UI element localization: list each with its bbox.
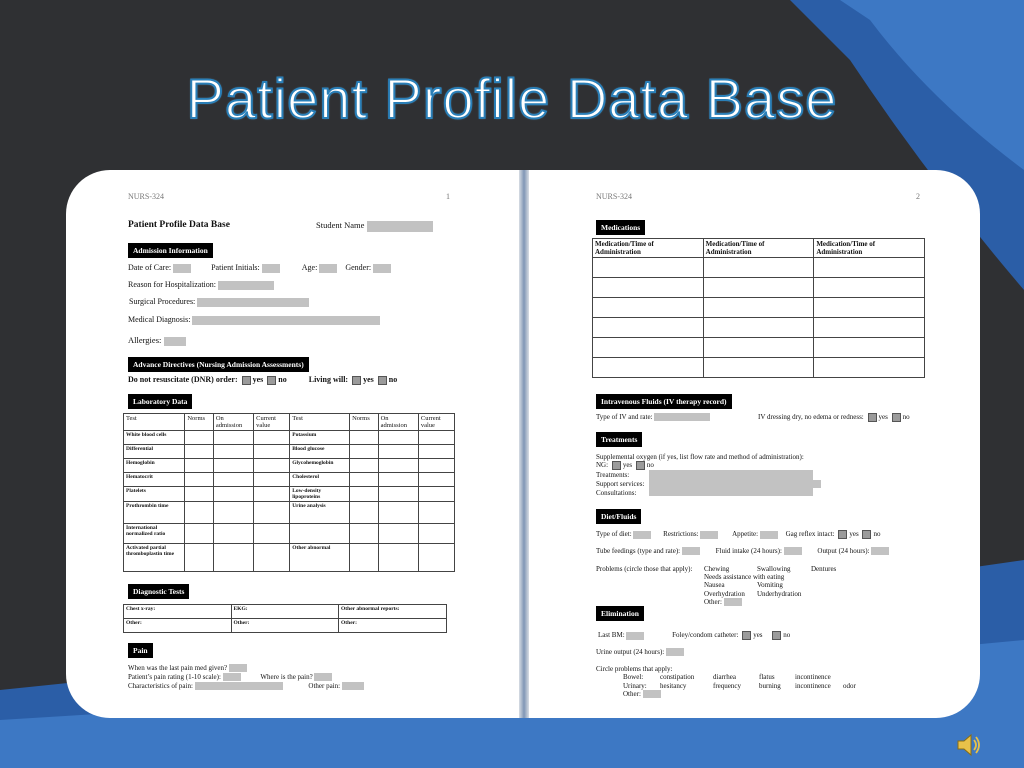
lab-cell[interactable] [254, 502, 290, 524]
advance-directives-heading: Advance Directives (Nursing Admission Assessments) [128, 357, 309, 372]
admission-row-1 [128, 263, 391, 273]
lab-cell[interactable] [213, 445, 253, 459]
elimination-row-1 [598, 631, 790, 640]
elimination-other-row [623, 690, 661, 698]
ng-no-checkbox[interactable] [636, 461, 645, 470]
lab-cell[interactable] [254, 473, 290, 487]
gender-input[interactable] [373, 264, 391, 273]
lab-header-row [124, 414, 455, 431]
meds-cell[interactable] [593, 338, 704, 358]
table-row [593, 358, 925, 378]
gag-reflex-label: Gag reflex intact: [785, 530, 835, 539]
lab-cell[interactable] [418, 524, 454, 544]
diagnosis-row [128, 315, 380, 325]
lab-cell[interactable] [350, 524, 379, 544]
oxygen-label: Supplemental oxygen (if yes, list flow rate and method of administration): [596, 453, 804, 461]
admission-heading: Admission Information [128, 243, 213, 258]
table-row [124, 502, 455, 524]
lab-cell[interactable] [378, 544, 418, 572]
surgical-row [129, 297, 309, 307]
lab-col-header: Test [124, 414, 185, 431]
foley-no-label: no [783, 631, 791, 640]
student-name-label: Student Name [316, 220, 365, 230]
table-row [124, 487, 455, 502]
meds-cell[interactable] [814, 258, 925, 278]
meds-header-row [593, 239, 925, 258]
lab-test-name: Other abnormal [290, 544, 350, 572]
urine-output-row [596, 648, 684, 656]
ng-row [596, 461, 654, 470]
lab-cell[interactable] [213, 473, 253, 487]
appetite-input[interactable] [760, 531, 778, 539]
lab-cell[interactable] [418, 544, 454, 572]
pain-where-label: Where is the pain? [260, 673, 313, 681]
lab-col-header: Current value [254, 414, 290, 431]
iv-fluids-heading: Intravenous Fluids (IV therapy record) [596, 394, 732, 409]
lab-test-name [290, 524, 350, 544]
dentures-option[interactable]: Dentures [811, 565, 837, 573]
lab-cell[interactable] [254, 524, 290, 544]
constipation-option[interactable]: constipation [660, 673, 695, 681]
lab-cell[interactable] [378, 473, 418, 487]
last-bm-label: Last BM: [598, 631, 625, 640]
other-pain-label: Other pain: [308, 682, 341, 690]
restrictions-label: Restrictions: [663, 530, 699, 539]
table-row [593, 278, 925, 298]
iv-yes-label: yes [878, 413, 888, 422]
date-of-care-label: Date of Care: [128, 263, 172, 272]
lab-test-name: Urine analysis [290, 502, 350, 524]
urine-output-label: Urine output (24 hours): [596, 648, 665, 656]
elimination-heading: Elimination [596, 606, 644, 621]
other-pain-input[interactable] [342, 682, 364, 690]
age-label: Age: [301, 263, 318, 272]
pain-characteristics-input[interactable] [195, 682, 283, 690]
lab-cell[interactable] [185, 445, 214, 459]
lab-cell[interactable] [254, 487, 290, 502]
diarrhea-option[interactable]: diarrhea [713, 673, 736, 681]
lab-cell[interactable] [185, 487, 214, 502]
meds-cell[interactable] [703, 318, 814, 338]
lab-test-name: Blood glucose [290, 445, 350, 459]
gender-label: Gender: [345, 263, 372, 272]
lab-cell[interactable] [378, 459, 418, 473]
living-will-yes-label: yes [363, 375, 374, 384]
urinary-label: Urinary: [623, 682, 647, 690]
living-will-label: Living will: [308, 375, 349, 384]
fluid-intake-input[interactable] [784, 547, 802, 555]
lab-cell[interactable] [185, 431, 214, 445]
page-number: 1 [446, 192, 450, 201]
patient-initials-label: Patient Initials: [211, 263, 260, 272]
treatments-input-block[interactable] [649, 470, 813, 496]
table-row [593, 298, 925, 318]
lab-cell[interactable] [213, 431, 253, 445]
reason-label: Reason for Hospitalization: [128, 280, 216, 289]
diet-problems-label: Problems (circle those that apply): [596, 565, 693, 573]
consultations-label: Consultations: [596, 489, 637, 497]
lab-test-name: Platelets [124, 487, 185, 502]
elimination-other-input[interactable] [643, 690, 661, 698]
dnr-no-checkbox[interactable] [267, 376, 276, 385]
chewing-option[interactable]: Chewing [704, 565, 730, 573]
meds-cell[interactable] [814, 278, 925, 298]
meds-col-header: Medication/Time of Administration [593, 239, 704, 258]
flatus-option[interactable]: flatus [759, 673, 775, 681]
lab-cell[interactable] [350, 431, 379, 445]
lab-col-header: Norms [185, 414, 214, 431]
meds-cell[interactable] [814, 358, 925, 378]
diet-other-input[interactable] [724, 598, 742, 606]
restrictions-input[interactable] [700, 531, 718, 539]
dnr-no-label: no [278, 375, 287, 384]
lab-col-header: Norms [350, 414, 379, 431]
diagnostic-table [123, 604, 447, 633]
meds-cell[interactable] [814, 338, 925, 358]
vomiting-option[interactable]: Vomiting [757, 581, 783, 589]
form-title: Patient Profile Data Base [128, 220, 230, 230]
lab-cell[interactable] [418, 431, 454, 445]
lab-col-header: On admission [213, 414, 253, 431]
lab-test-name: International normalized ratio [124, 524, 185, 544]
iv-type-input[interactable] [654, 413, 710, 421]
gag-yes-label: yes [849, 530, 859, 539]
lab-cell[interactable] [418, 459, 454, 473]
lab-cell[interactable] [378, 431, 418, 445]
lab-cell[interactable] [254, 431, 290, 445]
lab-cell[interactable] [418, 502, 454, 524]
living-will-no-label: no [388, 375, 398, 384]
meds-col-header: Medication/Time of Administration [814, 239, 925, 258]
iv-type-label: Type of IV and rate: [596, 413, 653, 421]
lab-cell[interactable] [350, 473, 379, 487]
lab-col-header: Test [290, 414, 350, 431]
lab-cell[interactable] [378, 502, 418, 524]
nausea-option[interactable]: Nausea [704, 581, 725, 589]
lab-cell[interactable] [213, 502, 253, 524]
speaker-icon[interactable] [954, 730, 984, 760]
iv-dressing-no-checkbox[interactable] [892, 413, 901, 422]
tube-feedings-input[interactable] [682, 547, 700, 555]
allergies-row [128, 335, 186, 346]
lab-cell[interactable] [350, 502, 379, 524]
table-row [124, 605, 447, 619]
ng-label: NG: [596, 461, 609, 470]
elimination-other-label: Other: [623, 690, 641, 698]
reason-input[interactable] [218, 281, 274, 290]
iv-dressing-yes-checkbox[interactable] [868, 413, 877, 422]
student-name-field[interactable] [316, 220, 433, 232]
form-page-1 [66, 170, 519, 718]
diagnostic-cell[interactable]: EKG: [231, 605, 339, 619]
lab-cell[interactable] [254, 459, 290, 473]
lab-test-name: Cholesterol [290, 473, 350, 487]
form-page-2 [529, 170, 980, 718]
support-row [596, 480, 644, 488]
dnr-label: Do not resuscitate (DNR) order: [128, 375, 238, 384]
pain-rating-row [128, 673, 332, 681]
age-input[interactable] [319, 264, 337, 273]
underhydration-option[interactable]: Underhydration [757, 590, 802, 598]
overhydration-option[interactable]: Overhydration [704, 590, 745, 598]
meds-cell[interactable] [593, 298, 704, 318]
lab-cell[interactable] [254, 544, 290, 572]
lab-test-name: Prothrombin time [124, 502, 185, 524]
foley-yes-checkbox[interactable] [742, 631, 751, 640]
dnr-yes-label: yes [252, 375, 264, 384]
frequency-option[interactable]: frequency [713, 682, 741, 690]
lab-test-name: Low-density lipoproteins [290, 487, 350, 502]
foley-label: Foley/condom catheter: [672, 631, 739, 640]
lab-cell[interactable] [185, 459, 214, 473]
table-row [124, 524, 455, 544]
meds-cell[interactable] [703, 338, 814, 358]
last-med-input[interactable] [229, 664, 247, 672]
meds-cell[interactable] [593, 358, 704, 378]
medications-table [592, 238, 925, 378]
surgical-label: Surgical Procedures: [129, 297, 196, 306]
course-header: NURS-324 [596, 192, 633, 201]
urinary-incontinence-option[interactable]: incontinence [795, 682, 831, 690]
table-row [124, 445, 455, 459]
allergies-label: Allergies: [128, 335, 162, 345]
ng-yes-checkbox[interactable] [612, 461, 621, 470]
last-med-label: When was the last pain med given? [128, 664, 228, 672]
lab-cell[interactable] [213, 487, 253, 502]
diet-type-input[interactable] [633, 531, 651, 539]
bowel-label: Bowel: [623, 673, 644, 681]
lab-cell[interactable] [185, 502, 214, 524]
pain-heading: Pain [128, 643, 153, 658]
lab-test-name: Activated partial thromboplastin time [124, 544, 185, 572]
lab-test-name: Potassium [290, 431, 350, 445]
lab-data-heading: Laboratory Data [128, 394, 192, 409]
meds-cell[interactable] [703, 298, 814, 318]
treatments-row [596, 471, 629, 479]
course-header: NURS-324 [128, 192, 165, 201]
output-input[interactable] [871, 547, 889, 555]
lab-test-name: Differential [124, 445, 185, 459]
lab-cell[interactable] [213, 524, 253, 544]
table-row [124, 431, 455, 445]
meds-cell[interactable] [703, 358, 814, 378]
page-number: 2 [916, 192, 920, 201]
lab-cell[interactable] [418, 473, 454, 487]
appetite-label: Appetite: [732, 530, 759, 539]
support-input-extension[interactable] [813, 480, 821, 488]
lab-test-name: Hemoglobin [124, 459, 185, 473]
date-of-care-input[interactable] [173, 264, 191, 273]
pain-rating-input[interactable] [223, 673, 241, 681]
table-row [124, 459, 455, 473]
gag-no-label: no [873, 530, 881, 539]
slide-title: Patient Profile Data Base [186, 67, 838, 130]
pain-characteristics-row [128, 682, 364, 690]
pain-where-input[interactable] [314, 673, 332, 681]
pain-last-med-row [128, 664, 247, 672]
lab-test-name: Glycohemoglobin [290, 459, 350, 473]
diet-row-2 [596, 547, 889, 555]
consultations-row [596, 489, 636, 497]
circle-problems-label: Circle problems that apply: [596, 665, 673, 673]
diagnosis-input[interactable] [192, 316, 380, 325]
lab-cell[interactable] [378, 487, 418, 502]
needs-assistance-option[interactable]: Needs assistance with eating [704, 573, 785, 581]
lab-cell[interactable] [418, 445, 454, 459]
pain-rating-label: Patient’s pain rating (1-10 scale): [128, 673, 221, 681]
lab-cell[interactable] [185, 524, 214, 544]
reason-row [128, 280, 274, 290]
gag-no-checkbox[interactable] [862, 530, 871, 539]
living-will-no-checkbox[interactable] [378, 376, 387, 385]
diet-other-row [704, 598, 742, 606]
lab-cell[interactable] [213, 459, 253, 473]
meds-cell[interactable] [703, 258, 814, 278]
tube-feedings-label: Tube feedings (type and rate): [596, 547, 681, 555]
lab-col-header: On admission [378, 414, 418, 431]
last-bm-input[interactable] [626, 632, 644, 640]
iv-dressing-row [758, 413, 910, 422]
table-row [124, 473, 455, 487]
hesitancy-option[interactable]: hesitancy [660, 682, 687, 690]
table-row [124, 544, 455, 572]
treatments-label: Treatments: [596, 471, 630, 479]
diet-type-label: Type of diet: [596, 530, 632, 539]
lab-cell[interactable] [185, 473, 214, 487]
burning-option[interactable]: burning [759, 682, 781, 690]
meds-cell[interactable] [593, 258, 704, 278]
foley-no-checkbox[interactable] [772, 631, 781, 640]
table-row [593, 258, 925, 278]
lab-cell[interactable] [350, 544, 379, 572]
diagnostic-tests-heading: Diagnostic Tests [128, 584, 189, 599]
lab-test-name: Hematocrit [124, 473, 185, 487]
table-row [593, 318, 925, 338]
lab-cell[interactable] [350, 459, 379, 473]
living-will-yes-checkbox[interactable] [352, 376, 361, 385]
iv-dressing-label: IV dressing dry, no edema or redness: [758, 413, 864, 422]
patient-initials-input[interactable] [262, 264, 280, 273]
support-label: Support services: [596, 480, 645, 488]
allergies-input[interactable] [164, 337, 186, 346]
lab-cell[interactable] [378, 524, 418, 544]
diagnostic-cell[interactable]: Other abnormal reports: [339, 605, 447, 619]
advance-row [128, 375, 397, 385]
lab-col-header: Current value [418, 414, 454, 431]
ng-no-label: no [646, 461, 654, 470]
diagnostic-cell[interactable]: Other: [124, 619, 232, 633]
diet-other-label: Other: [704, 598, 722, 606]
medications-heading: Medications [596, 220, 645, 235]
diagnostic-cell[interactable]: Chest x-ray: [124, 605, 232, 619]
iv-type-row [596, 413, 710, 421]
lab-cell[interactable] [213, 544, 253, 572]
lab-cell[interactable] [418, 487, 454, 502]
diagnostic-cell[interactable]: Other: [231, 619, 339, 633]
page-divider [519, 170, 529, 718]
meds-cell[interactable] [593, 278, 704, 298]
meds-cell[interactable] [593, 318, 704, 338]
table-row [124, 619, 447, 633]
lab-cell[interactable] [185, 544, 214, 572]
dnr-yes-checkbox[interactable] [242, 376, 251, 385]
treatments-heading: Treatments [596, 432, 642, 447]
foley-yes-label: yes [753, 631, 763, 640]
iv-no-label: no [902, 413, 910, 422]
pain-characteristics-label: Characteristics of pain: [128, 682, 193, 690]
bowel-incontinence-option[interactable]: incontinence [795, 673, 831, 681]
swallowing-option[interactable]: Swallowing [757, 565, 791, 573]
document-frame [66, 170, 980, 718]
output-label: Output (24 hours): [817, 547, 870, 555]
diagnostic-cell[interactable]: Other: [339, 619, 447, 633]
lab-cell[interactable] [254, 445, 290, 459]
fluid-intake-label: Fluid intake (24 hours): [715, 547, 782, 555]
gag-yes-checkbox[interactable] [838, 530, 847, 539]
urine-output-input[interactable] [666, 648, 684, 656]
lab-cell[interactable] [350, 487, 379, 502]
diagnosis-label: Medical Diagnosis: [128, 315, 191, 324]
lab-data-table [123, 413, 455, 572]
surgical-input[interactable] [197, 298, 309, 307]
diet-fluids-heading: Diet/Fluids [596, 509, 641, 524]
meds-cell[interactable] [814, 318, 925, 338]
meds-cell[interactable] [703, 278, 814, 298]
ng-yes-label: yes [622, 461, 633, 470]
lab-cell[interactable] [378, 445, 418, 459]
student-name-input[interactable] [367, 221, 433, 232]
table-row [593, 338, 925, 358]
lab-cell[interactable] [350, 445, 379, 459]
odor-option[interactable]: odor [843, 682, 856, 690]
lab-test-name: White blood cells [124, 431, 185, 445]
diet-row-1 [596, 530, 880, 539]
meds-cell[interactable] [814, 298, 925, 318]
meds-col-header: Medication/Time of Administration [703, 239, 814, 258]
